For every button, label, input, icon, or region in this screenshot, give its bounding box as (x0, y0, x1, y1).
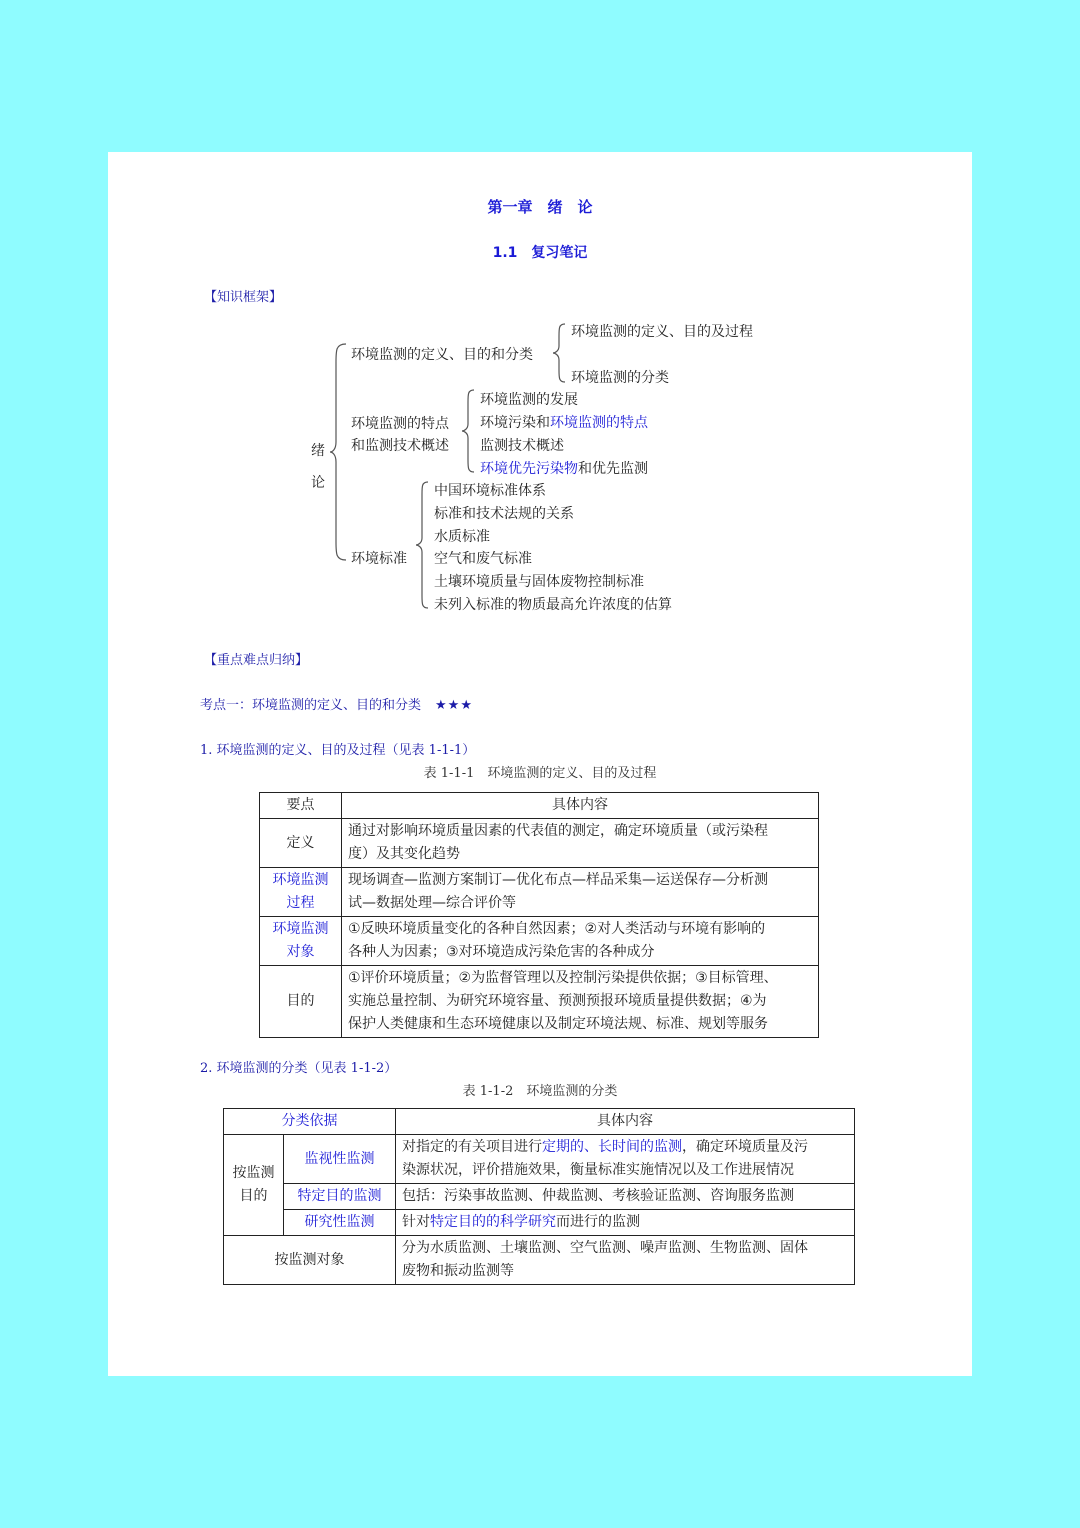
table-row (224, 1184, 855, 1210)
table-row (224, 1135, 855, 1184)
key-point-1-stars: ★★★ (435, 698, 473, 713)
table-row (260, 966, 819, 1038)
mm-item-technique-overview: 监测技术概述 (480, 438, 564, 454)
table-type-cell: 研究性监测 (284, 1210, 396, 1236)
table-row (260, 868, 819, 917)
branch-standards-brace (414, 480, 432, 610)
table-key-cell: 定义 (260, 819, 342, 868)
mm-item-standard-law-relation: 标准和技术法规的关系 (434, 506, 574, 522)
document-page (108, 152, 972, 1376)
table-row (260, 819, 819, 868)
table-row (260, 793, 819, 819)
chapter-title: 第一章 绪 论 (487, 198, 593, 216)
branch-definition-brace (551, 322, 569, 384)
mm-item-classification: 环境监测的分类 (571, 370, 669, 386)
table-header-cell: 具体内容 (396, 1109, 855, 1135)
table-1-definition (259, 792, 819, 1038)
table-header-cell: 要点 (260, 793, 342, 819)
section-title: 1.1 复习笔记 (492, 245, 588, 261)
table-key-cell: 环境监测 过程 (260, 868, 342, 917)
table-content-cell: 通过对影响环境质量因素的代表值的测定，确定环境质量（或污染程 度）及其变化趋势 (342, 819, 819, 868)
mind-map-root-char-2: 论 (311, 475, 325, 491)
branch-definition: 环境监测的定义、目的和分类 (351, 347, 533, 363)
mm-item-priority-pollutants: 环境优先污染物和优先监测 (480, 461, 648, 477)
table-key-cell: 环境监测 对象 (260, 917, 342, 966)
table-group-cell: 按监测 目的 (224, 1135, 284, 1236)
table-1-caption: 表 1-1-1 环境监测的定义、目的及过程 (423, 766, 657, 781)
root-brace (330, 342, 350, 562)
branch-features-line2: 和监测技术概述 (351, 438, 449, 454)
subsection-2-heading: 2. 环境监测的分类（见表 1-1-2） (200, 1061, 398, 1076)
mm-item-definition-process: 环境监测的定义、目的及过程 (571, 324, 753, 340)
table-key-cell: 目的 (260, 966, 342, 1038)
table-content-cell: 分为水质监测、土壤监测、空气监测、噪声监测、生物监测、固体 废物和振动监测等 (396, 1236, 855, 1285)
table-content-cell: 对指定的有关项目进行定期的、长时间的监测，确定环境质量及污 染源状况，评价措施效果，衡量标准实施情况以及工作进展情况 (396, 1135, 855, 1184)
mind-map-root-char-1: 绪 (311, 443, 325, 459)
key-point-1 (200, 694, 473, 713)
table-row (224, 1236, 855, 1285)
table-content-cell: ①反映环境质量变化的各种自然因素；②对人类活动与环境有影响的 各种人为因素；③对环境造成污染危害的各种成分 (342, 917, 819, 966)
table-group-cell: 按监测对象 (224, 1236, 396, 1285)
mm-item-water-standard: 水质标准 (434, 529, 490, 545)
table-2-caption: 表 1-1-2 环境监测的分类 (462, 1084, 618, 1099)
table-content-cell: 现场调查—监测方案制订—优化布点—样品采集—运送保存—分析测 试—数据处理—综合评价等 (342, 868, 819, 917)
table-header-cell: 分类依据 (224, 1109, 396, 1135)
table-row (260, 917, 819, 966)
branch-standards: 环境标准 (351, 551, 407, 567)
mm-item-pollution-features: 环境污染和环境监测的特点 (480, 415, 648, 431)
key-points-label: 【重点难点归纳】 (204, 653, 309, 668)
table-type-cell: 特定目的监测 (284, 1184, 396, 1210)
branch-features-brace (460, 388, 478, 474)
table-row (224, 1109, 855, 1135)
table-row (224, 1210, 855, 1236)
table-content-cell: 针对特定目的的科学研究而进行的监测 (396, 1210, 855, 1236)
table-2-classification (223, 1108, 855, 1285)
table-content-cell: ①评价环境质量；②为监督管理以及控制污染提供依据；③目标管理、 实施总量控制、为研究环境容量、预测预报环境质量提供数据；④为 保护人类健康和生态环境健康以及制定环境法规、标准、规划等服务 (342, 966, 819, 1038)
mm-item-standard-system: 中国环境标准体系 (434, 483, 546, 499)
mm-item-soil-solid-standard: 土壤环境质量与固体废物控制标准 (434, 574, 644, 590)
table-header-cell: 具体内容 (342, 793, 819, 819)
mm-item-development: 环境监测的发展 (480, 392, 578, 408)
subsection-1-heading: 1. 环境监测的定义、目的及过程（见表 1-1-1） (200, 743, 476, 758)
knowledge-framework-label: 【知识框架】 (204, 290, 283, 305)
table-content-cell: 包括：污染事故监测、仲裁监测、考核验证监测、咨询服务监测 (396, 1184, 855, 1210)
mm-item-max-concentration: 未列入标准的物质最高允许浓度的估算 (434, 597, 672, 613)
table-type-cell: 监视性监测 (284, 1135, 396, 1184)
branch-features-line1: 环境监测的特点 (351, 416, 449, 432)
key-point-1-title: 考点一：环境监测的定义、目的和分类 (200, 698, 422, 713)
mm-item-air-standard: 空气和废气标准 (434, 551, 532, 567)
